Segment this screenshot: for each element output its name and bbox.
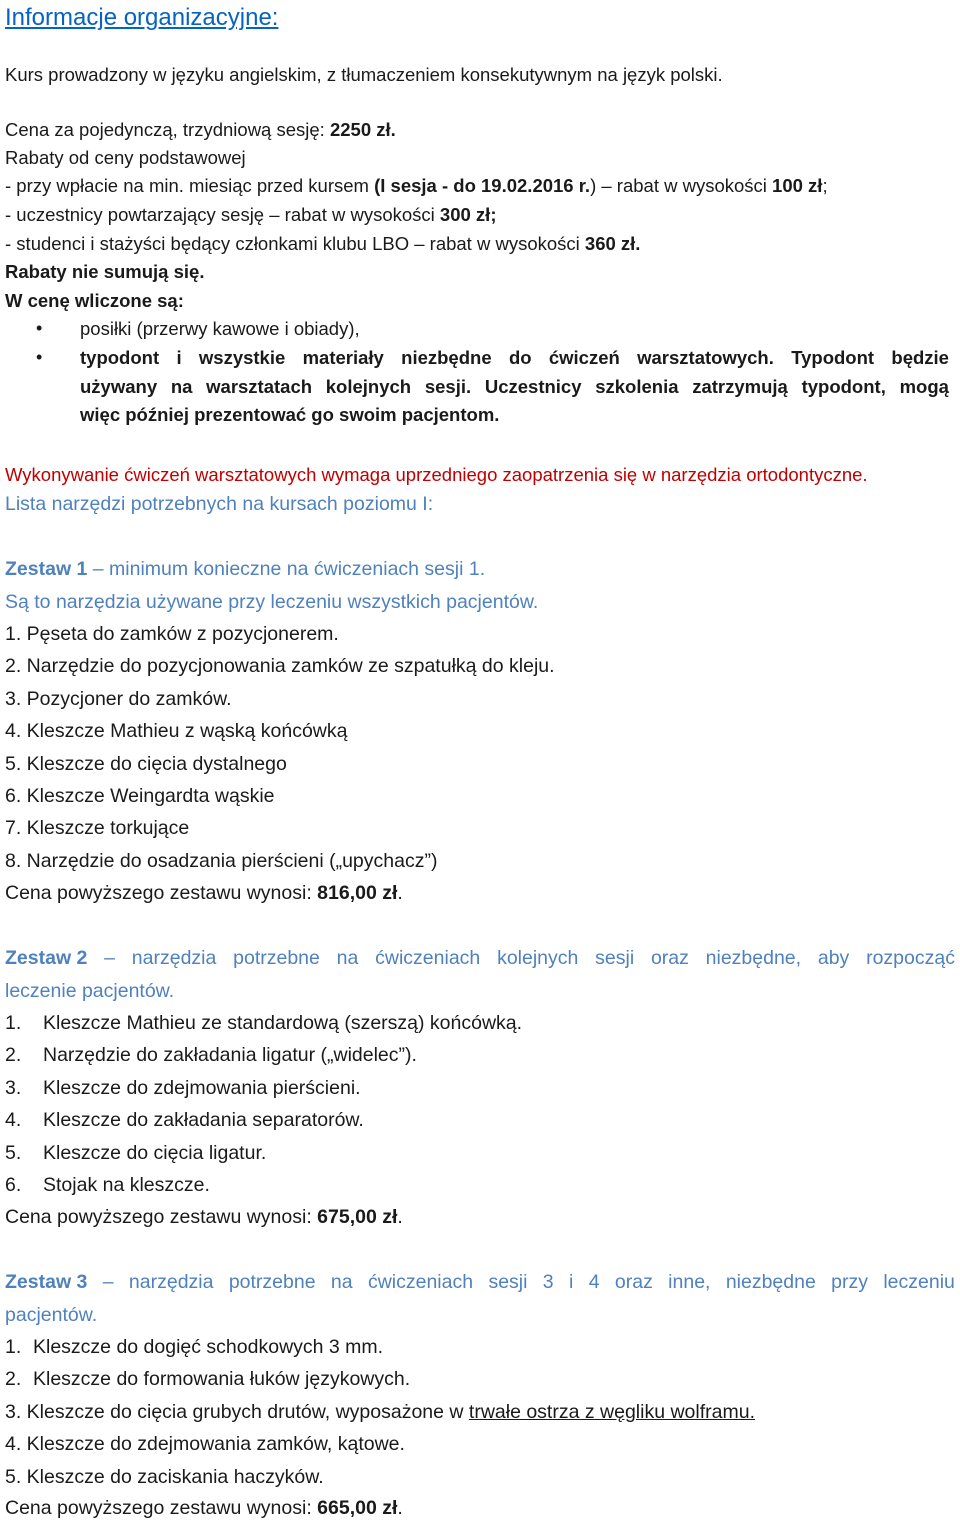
word: ćwiczeń <box>548 347 620 368</box>
item-text: Narzędzie do zakładania ligatur („widelec”). <box>43 1044 417 1066</box>
base-price-label: Cena za pojedynczą, trzydniową sesję: <box>5 119 330 140</box>
word: 3 <box>542 1271 554 1293</box>
item-number: 2. <box>5 1044 22 1066</box>
word: narzędzia <box>131 947 217 969</box>
word: Typodont <box>791 347 875 368</box>
set-1-price-value: 816,00 zł <box>317 882 398 904</box>
word: sesji. <box>424 376 472 397</box>
word: typodont, <box>801 376 886 397</box>
word: Uczestnicy <box>484 376 582 397</box>
word: kolejnych <box>325 376 412 397</box>
set-2-price-end: . <box>397 1206 403 1228</box>
discount-2-text: - uczestnicy powtarzający sesję – rabat w wysokości <box>5 204 440 225</box>
set-1-item: 5. Kleszcze do cięcia dystalnego <box>5 753 287 775</box>
set-3-price <box>5 1497 403 1520</box>
tungsten-carbide-link[interactable]: trwałe ostrza z węgliku wolframu. <box>468 1401 755 1423</box>
set-1-desc: – minimum konieczne na ćwiczeniach sesji 1. <box>87 558 486 580</box>
item-text: Kleszcze do zakładania separatorów. <box>43 1109 364 1131</box>
set-3-item <box>5 1401 755 1424</box>
set-1-item: 2. Narzędzie do pozycjonowania zamków ze szpatułką do kleju. <box>5 655 555 677</box>
word: sesji <box>488 1271 528 1293</box>
base-price <box>5 119 396 141</box>
set-1-item: 3. Pozycjoner do zamków. <box>5 688 232 710</box>
set-3-item: 4. Kleszcze do zdejmowania zamków, kątowe. <box>5 1433 405 1455</box>
item-number: 1. <box>5 1012 22 1034</box>
set-2-price <box>5 1206 403 1229</box>
set-1-item: 7. Kleszcze torkujące <box>5 817 190 839</box>
item-text: 3. Kleszcze do cięcia grubych drutów, wyposażone w <box>5 1401 469 1423</box>
word: używany <box>80 376 158 397</box>
set-2-item <box>5 1109 364 1132</box>
word: wszystkie <box>198 347 286 368</box>
word: niezbędne <box>401 347 492 368</box>
set-3-item <box>5 1368 410 1391</box>
base-price-value: 2250 zł. <box>329 119 396 140</box>
word: inne, <box>668 1271 711 1293</box>
word: kolejnych <box>497 947 579 969</box>
set-1-price <box>5 882 403 905</box>
word: zatrzymują <box>692 376 788 397</box>
word: na <box>336 947 359 969</box>
word: będzie <box>891 347 949 368</box>
set-1-heading <box>5 558 485 581</box>
item-text: Kleszcze do cięcia ligatur. <box>43 1142 267 1164</box>
item-text: Kleszcze do zdejmowania pierścieni. <box>43 1077 361 1099</box>
set-1-note: Są to narzędzia używane przy leczeniu wszystkich pacjentów. <box>5 591 539 613</box>
set-2-item <box>5 1174 210 1197</box>
set-2-price-value: 675,00 zł <box>317 1206 398 1228</box>
word: warsztatach <box>206 376 313 397</box>
discount-3-text: - studenci i stażyści będący członkami klubu LBO – rabat w wysokości <box>5 233 585 254</box>
word: niezbędne, <box>705 947 802 969</box>
word: aby <box>817 947 850 969</box>
word: i <box>176 347 182 368</box>
word: niezbędne <box>725 1271 816 1293</box>
word: szkolenia <box>595 376 679 397</box>
item-text: Kleszcze Mathieu ze standardową (szerszą) końcówką. <box>43 1012 523 1034</box>
set-3-label: Zestaw 3 <box>5 1271 88 1293</box>
no-sum-note: Rabaty nie sumują się. <box>5 261 205 282</box>
word: potrzebne <box>233 947 320 969</box>
word: ćwiczeniach <box>367 1271 474 1293</box>
item-text: Stojak na kleszcze. <box>43 1174 210 1196</box>
included-heading: W cenę wliczone są: <box>5 290 184 311</box>
discount-3 <box>5 233 640 255</box>
discount-2-amount: 300 zł; <box>439 204 497 225</box>
set-1-price-label: Cena powyższego zestawu wynosi: <box>5 882 318 904</box>
set-2-item <box>5 1012 522 1035</box>
word: rozpocząć <box>866 947 955 969</box>
item-number: 4. <box>5 1109 22 1131</box>
set-1-item: 6. Kleszcze Weingardta wąskie <box>5 785 275 807</box>
word: materiały <box>302 347 384 368</box>
set-2-heading-line-2: leczenie pacjentów. <box>5 980 175 1002</box>
discount-1-text: - przy wpłacie na min. miesiąc przed kursem <box>5 175 375 196</box>
discount-1-mid: ) – rabat w wysokości <box>590 175 773 196</box>
word: leczeniu <box>883 1271 955 1293</box>
word: na <box>170 376 193 397</box>
item-text: Kleszcze do dogięć schodkowych 3 mm. <box>33 1336 384 1358</box>
word: przy <box>831 1271 868 1293</box>
word: oraz <box>650 947 689 969</box>
bullet-icon: • <box>36 347 43 367</box>
set-2-item <box>5 1044 417 1067</box>
item-number: 2. <box>5 1368 22 1390</box>
set-3-item <box>5 1336 383 1359</box>
set-1-item: 8. Narzędzie do osadzania pierścieni („upychacz”) <box>5 850 438 872</box>
bullet-icon: • <box>36 318 43 338</box>
set-3-heading-line-2: pacjentów. <box>5 1304 98 1326</box>
tools-heading: Lista narzędzi potrzebnych na kursach poziomu I: <box>5 493 434 515</box>
included-item-1-text: posiłki (przerwy kawowe i obiady), <box>80 318 360 339</box>
discount-1 <box>5 175 828 197</box>
discounts-heading: Rabaty od ceny podstawowej <box>5 147 246 168</box>
item-number: 1. <box>5 1336 22 1358</box>
word: 4 <box>588 1271 600 1293</box>
word: narzędzia <box>128 1271 214 1293</box>
set-2-label: Zestaw 2 <box>5 947 88 969</box>
discount-3-amount: 360 zł. <box>584 233 641 254</box>
item-number: 5. <box>5 1142 22 1164</box>
word: – <box>102 1271 114 1293</box>
discount-1-deadline: (I sesja - do 19.02.2016 r. <box>374 175 591 196</box>
included-item-2-line-2 <box>80 376 949 398</box>
set-1-price-end: . <box>397 882 403 904</box>
set-3-item: 5. Kleszcze do zaciskania haczyków. <box>5 1466 324 1488</box>
word: do <box>508 347 532 368</box>
item-number: 3. <box>5 1077 22 1099</box>
set-2-price-label: Cena powyższego zestawu wynosi: <box>5 1206 318 1228</box>
word: i <box>569 1271 574 1293</box>
included-item-2-line-1 <box>80 347 949 369</box>
item-number: 6. <box>5 1174 22 1196</box>
word: – <box>104 947 116 969</box>
word: ćwiczeniach <box>375 947 481 969</box>
set-2-heading-line-1 <box>5 947 955 970</box>
discount-1-end: ; <box>822 175 828 196</box>
page-title: Informacje organizacyjne: <box>5 4 279 31</box>
intro-text: Kurs prowadzony w języku angielskim, z tłumaczeniem konsekutywnym na język polski. <box>5 64 723 85</box>
word: typodont <box>80 347 160 368</box>
warning-text: Wykonywanie ćwiczeń warsztatowych wymaga uprzedniego zaopatrzenia się w narzędzia ortodontyczne. <box>5 464 868 485</box>
word: mogą <box>899 376 949 397</box>
discount-2 <box>5 204 496 226</box>
set-3-heading-line-1 <box>5 1271 955 1294</box>
word: potrzebne <box>228 1271 316 1293</box>
set-2-item <box>5 1142 266 1165</box>
word: warsztatowych. <box>637 347 774 368</box>
set-3-price-value: 665,00 zł <box>317 1497 398 1519</box>
set-1-item: 4. Kleszcze Mathieu z wąską końcówką <box>5 720 348 742</box>
discount-1-amount: 100 zł <box>772 175 823 196</box>
word: na <box>330 1271 353 1293</box>
word: sesji <box>595 947 635 969</box>
included-item-2-line-3: więc później prezentować go swoim pacjentom. <box>80 404 500 425</box>
set-1-label: Zestaw 1 <box>5 558 88 580</box>
word: oraz <box>614 1271 653 1293</box>
item-text: Kleszcze do formowania łuków językowych. <box>33 1368 411 1390</box>
set-3-price-end: . <box>397 1497 403 1519</box>
set-1-item: 1. Pęseta do zamków z pozycjonerem. <box>5 623 339 645</box>
set-2-item <box>5 1077 361 1100</box>
set-3-price-label: Cena powyższego zestawu wynosi: <box>5 1497 318 1519</box>
